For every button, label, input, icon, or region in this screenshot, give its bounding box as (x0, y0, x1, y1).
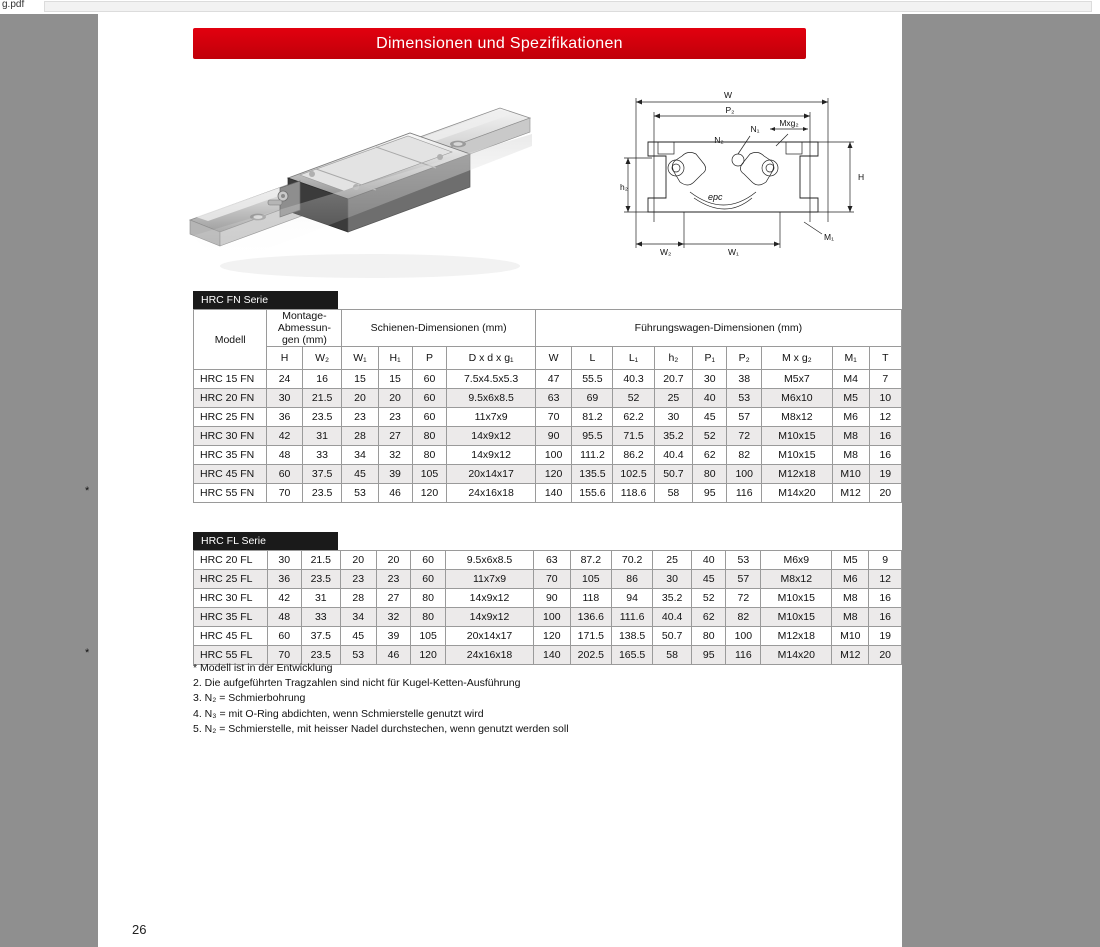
cell-value: 47 (535, 370, 572, 389)
table-row (194, 570, 902, 589)
cell-value: M4 (832, 370, 869, 389)
col-W: W (535, 347, 572, 370)
cell-value: 80 (411, 589, 446, 608)
table-fn-body (194, 370, 902, 503)
drawing-label-N1: N₁ (750, 124, 760, 134)
cell-value: 60 (411, 551, 446, 570)
cell-value: 31 (301, 589, 340, 608)
table-hrc-fl (193, 550, 902, 665)
table-row (194, 589, 902, 608)
cell-value: 20 (340, 551, 376, 570)
cell-value: 23 (342, 408, 378, 427)
cell-value: 171.5 (570, 627, 611, 646)
cell-value: M12x18 (761, 627, 832, 646)
cell-value: M5 (832, 551, 869, 570)
cell-value: 53 (727, 389, 762, 408)
header-montage (267, 310, 342, 347)
cell-value: M12x18 (762, 465, 833, 484)
cell-value: 100 (726, 627, 761, 646)
note-line: * Modell ist in der Entwicklung (193, 662, 333, 674)
cell-model: HRC 30 FL (194, 589, 268, 608)
table-fn-column-header-row (194, 347, 902, 370)
cell-model: HRC 30 FN (194, 427, 267, 446)
cell-value: 95 (692, 646, 726, 665)
cell-value: 32 (378, 446, 412, 465)
cell-value: 63 (533, 551, 570, 570)
cell-model: HRC 35 FL (194, 608, 268, 627)
table-fn-group-header-row (194, 310, 902, 347)
series-tab-fn: HRC FN Serie (193, 291, 338, 309)
cell-value: 14x9x12 (446, 608, 534, 627)
cell-value: 36 (267, 570, 301, 589)
cell-value: 21.5 (301, 551, 340, 570)
cell-value: 12 (869, 570, 902, 589)
cell-value: 155.6 (572, 484, 613, 503)
cell-value: 20.7 (654, 370, 693, 389)
cell-value: 60 (412, 408, 447, 427)
header-montage-line3: gen (mm) (281, 334, 327, 346)
cell-value: M6x9 (761, 551, 832, 570)
table-row (194, 484, 902, 503)
cell-value: 82 (727, 446, 762, 465)
cell-value: 9 (869, 551, 902, 570)
cell-value: 111.6 (611, 608, 652, 627)
cell-value: M10x15 (762, 446, 833, 465)
cell-value: 120 (412, 484, 447, 503)
cell-value: 16 (869, 446, 901, 465)
col-L: L (572, 347, 613, 370)
table-row (194, 627, 902, 646)
table-row (194, 446, 902, 465)
cell-value: 57 (727, 408, 762, 427)
cell-value: 20 (342, 389, 378, 408)
cell-value: 20 (869, 484, 901, 503)
cell-value: 14x9x12 (447, 427, 535, 446)
cell-value: 23 (340, 570, 376, 589)
drawing-label-Mxg2: Mxg₂ (779, 118, 799, 128)
cell-value: 71.5 (613, 427, 654, 446)
cell-value: 69 (572, 389, 613, 408)
cell-value: 42 (267, 427, 302, 446)
cell-value: 111.2 (572, 446, 613, 465)
pdf-page (98, 14, 902, 947)
cell-value: M5x7 (762, 370, 833, 389)
note-line: 5. N₂ = Schmierstelle, mit heisser Nadel durchstechen, wenn genutzt werden soll (193, 722, 569, 735)
cell-value: 23 (378, 408, 412, 427)
cell-value: 16 (869, 589, 902, 608)
cell-value: 24x16x18 (446, 646, 534, 665)
cell-value: 20 (376, 551, 410, 570)
cell-value: 35.2 (653, 589, 692, 608)
cell-value: 39 (378, 465, 412, 484)
cell-value: 135.5 (572, 465, 613, 484)
table-row (194, 389, 902, 408)
cell-value: 48 (267, 608, 301, 627)
cell-model: HRC 45 FN (194, 465, 267, 484)
cell-value: M8 (832, 608, 869, 627)
header-modell: Modell (194, 310, 267, 370)
cell-value: 87.2 (570, 551, 611, 570)
header-montage-line1: Montage- (282, 310, 327, 322)
cell-model: HRC 25 FN (194, 408, 267, 427)
cell-value: 11x7x9 (447, 408, 535, 427)
product-photo-illustration (140, 70, 600, 285)
col-H: H (267, 347, 302, 370)
technical-drawing-svg (618, 72, 898, 277)
col-W2: W₂ (302, 347, 342, 370)
cell-value: M12 (832, 484, 869, 503)
cell-value: 58 (653, 646, 692, 665)
cell-value: 95.5 (572, 427, 613, 446)
cell-value: 60 (412, 389, 447, 408)
col-Dxdxg1: D x d x g₁ (447, 347, 535, 370)
cell-value: 62.2 (613, 408, 654, 427)
cell-value: 21.5 (302, 389, 342, 408)
cell-value: 58 (654, 484, 693, 503)
cell-value: 36 (267, 408, 302, 427)
cell-value: 23.5 (301, 646, 340, 665)
cell-value: 37.5 (301, 627, 340, 646)
cell-value: 27 (378, 427, 412, 446)
cell-value: M10x15 (761, 608, 832, 627)
cell-value: 28 (342, 427, 378, 446)
cell-value: 39 (376, 627, 410, 646)
cell-value: 9.5x6x8.5 (447, 389, 535, 408)
cell-value: 138.5 (611, 627, 652, 646)
cell-value: 14x9x12 (446, 589, 534, 608)
cell-value: 52 (693, 427, 727, 446)
cell-value: 24 (267, 370, 302, 389)
cell-value: 40.3 (613, 370, 654, 389)
technical-drawing (618, 72, 898, 277)
cell-value: 40 (693, 389, 727, 408)
cell-value: 40.4 (653, 608, 692, 627)
cell-value: 52 (692, 589, 726, 608)
cell-value: 70 (267, 484, 302, 503)
drawing-brand-mark: epc (708, 192, 723, 202)
cell-value: 12 (869, 408, 901, 427)
cell-value: 9.5x6x8.5 (446, 551, 534, 570)
cell-value: M6x10 (762, 389, 833, 408)
cell-value: 80 (692, 627, 726, 646)
cell-value: 45 (693, 408, 727, 427)
cell-value: 60 (411, 570, 446, 589)
cell-value: 118.6 (613, 484, 654, 503)
notes-block (193, 661, 833, 737)
cell-value: M8 (832, 446, 869, 465)
drawing-label-P2: P₂ (725, 105, 735, 115)
cell-model: HRC 15 FN (194, 370, 267, 389)
col-P: P (412, 347, 447, 370)
cell-value: M10 (832, 627, 869, 646)
cell-value: 55.5 (572, 370, 613, 389)
cell-value: 23 (376, 570, 410, 589)
cell-value: M12 (832, 646, 869, 665)
cell-value: 72 (727, 427, 762, 446)
cell-value: 94 (611, 589, 652, 608)
cell-value: 52 (613, 389, 654, 408)
cell-value: 82 (726, 608, 761, 627)
cell-value: M10 (832, 465, 869, 484)
cell-value: 120 (533, 627, 570, 646)
cell-value: 53 (726, 551, 761, 570)
cell-value: 80 (412, 446, 447, 465)
cell-value: 20x14x17 (447, 465, 535, 484)
table-row (194, 465, 902, 484)
cell-value: 7 (869, 370, 901, 389)
cell-value: 40 (692, 551, 726, 570)
pdf-filename-label: g.pdf (2, 0, 25, 10)
cell-value: 86 (611, 570, 652, 589)
cell-value: 118 (570, 589, 611, 608)
cell-value: 120 (535, 465, 572, 484)
page-title: Dimensionen und Spezifikationen (376, 35, 623, 52)
cell-value: 23.5 (302, 484, 342, 503)
cell-value: 30 (267, 551, 301, 570)
cell-value: 60 (412, 370, 447, 389)
cell-value: 80 (693, 465, 727, 484)
col-H1: H₁ (378, 347, 412, 370)
cell-value: 202.5 (570, 646, 611, 665)
drawing-label-N2: N₂ (714, 135, 724, 145)
cell-value: M14x20 (761, 646, 832, 665)
cell-value: 53 (340, 646, 376, 665)
cell-value: M6 (832, 570, 869, 589)
cell-value: 80 (411, 608, 446, 627)
cell-value: 62 (692, 608, 726, 627)
cell-value: 50.7 (653, 627, 692, 646)
cell-value: M8x12 (762, 408, 833, 427)
cell-value: 53 (342, 484, 378, 503)
cell-model: HRC 20 FN (194, 389, 267, 408)
drawing-label-h2: h₂ (620, 182, 629, 192)
cell-value: 70 (267, 646, 301, 665)
cell-value: 45 (340, 627, 376, 646)
table-hrc-fn (193, 309, 902, 503)
cell-value: 40.4 (654, 446, 693, 465)
cell-value: 15 (378, 370, 412, 389)
drawing-label-W: W (723, 90, 733, 100)
cell-value: 90 (535, 427, 572, 446)
cell-value: 100 (533, 608, 570, 627)
cell-value: 63 (535, 389, 572, 408)
table-fn-head (194, 310, 902, 370)
cell-model: HRC 20 FL (194, 551, 268, 570)
cell-value: 34 (342, 446, 378, 465)
cell-value: 62 (693, 446, 727, 465)
in-development-marker: * (85, 646, 90, 659)
cell-value: 30 (653, 570, 692, 589)
cell-value: 105 (411, 627, 446, 646)
cell-value: 16 (302, 370, 342, 389)
drawing-label-M1: M₁ (824, 232, 834, 242)
cell-value: 20 (869, 646, 902, 665)
cell-value: 81.2 (572, 408, 613, 427)
cell-value: 15 (342, 370, 378, 389)
cell-value: 37.5 (302, 465, 342, 484)
cell-value: M8x12 (761, 570, 832, 589)
cell-model: HRC 55 FL (194, 646, 268, 665)
cell-model: HRC 45 FL (194, 627, 268, 646)
cell-value: 80 (412, 427, 447, 446)
table-row (194, 370, 902, 389)
note-line: 2. Die aufgeführten Tragzahlen sind nicht für Kugel-Ketten-Ausführung (193, 677, 521, 690)
col-L1: L₁ (613, 347, 654, 370)
col-T: T (869, 347, 901, 370)
cell-value: 46 (378, 484, 412, 503)
cell-model: HRC 55 FN (194, 484, 267, 503)
cell-value: M8 (832, 427, 869, 446)
cell-value: 95 (693, 484, 727, 503)
pdf-viewer-topbar (0, 0, 1100, 15)
col-h2: h₂ (654, 347, 693, 370)
product-photo (140, 70, 600, 285)
horizontal-scrollbar[interactable] (44, 1, 1092, 12)
cell-value: 20 (378, 389, 412, 408)
cell-model: HRC 35 FN (194, 446, 267, 465)
cell-value: 23.5 (302, 408, 342, 427)
cell-value: 14x9x12 (447, 446, 535, 465)
cell-value: 10 (869, 389, 901, 408)
cell-value: 100 (535, 446, 572, 465)
cell-value: M8 (832, 589, 869, 608)
cell-value: 33 (302, 446, 342, 465)
cell-value: 45 (342, 465, 378, 484)
cell-value: M10x15 (761, 589, 832, 608)
cell-value: 60 (267, 627, 301, 646)
in-development-marker: * (85, 484, 90, 497)
cell-value: 70 (533, 570, 570, 589)
cell-value: 30 (654, 408, 693, 427)
col-M1: M₁ (832, 347, 869, 370)
table-fl-body (194, 551, 902, 665)
cell-value: 23.5 (301, 570, 340, 589)
cell-value: 45 (692, 570, 726, 589)
cell-value: 120 (411, 646, 446, 665)
cell-value: 30 (693, 370, 727, 389)
cell-model: HRC 25 FL (194, 570, 268, 589)
cell-value: 33 (301, 608, 340, 627)
cell-value: 25 (653, 551, 692, 570)
cell-value: 28 (340, 589, 376, 608)
cell-value: 27 (376, 589, 410, 608)
cell-value: 38 (727, 370, 762, 389)
cell-value: 140 (533, 646, 570, 665)
cell-value: 30 (267, 389, 302, 408)
cell-value: M5 (832, 389, 869, 408)
cell-value: M14x20 (762, 484, 833, 503)
cell-value: 48 (267, 446, 302, 465)
cell-value: 165.5 (611, 646, 652, 665)
cell-value: 140 (535, 484, 572, 503)
col-P2: P₂ (727, 347, 762, 370)
cell-value: 46 (376, 646, 410, 665)
cell-value: 70.2 (611, 551, 652, 570)
cell-value: 86.2 (613, 446, 654, 465)
cell-value: 19 (869, 465, 901, 484)
cell-value: 57 (726, 570, 761, 589)
table-row (194, 427, 902, 446)
cell-value: 25 (654, 389, 693, 408)
section-banner (193, 28, 806, 59)
drawing-label-W1: W₁ (728, 247, 739, 257)
note-line: 3. N₂ = Schmierbohrung (193, 692, 306, 705)
table-row (194, 408, 902, 427)
table-row (194, 608, 902, 627)
cell-value: 31 (302, 427, 342, 446)
cell-value: 100 (727, 465, 762, 484)
header-fuehrungswagen: Führungswagen-Dimensionen (mm) (535, 310, 901, 347)
cell-value: M6 (832, 408, 869, 427)
header-schienen: Schienen-Dimensionen (mm) (342, 310, 535, 347)
cell-value: 105 (570, 570, 611, 589)
cell-value: M10x15 (762, 427, 833, 446)
cell-value: 116 (726, 646, 761, 665)
series-tab-fl: HRC FL Serie (193, 532, 338, 550)
cell-value: 16 (869, 427, 901, 446)
page-number: 26 (132, 922, 147, 937)
cell-value: 32 (376, 608, 410, 627)
cell-value: 72 (726, 589, 761, 608)
col-W1: W₁ (342, 347, 378, 370)
cell-value: 60 (267, 465, 302, 484)
cell-value: 90 (533, 589, 570, 608)
cell-value: 24x16x18 (447, 484, 535, 503)
cell-value: 116 (727, 484, 762, 503)
cell-value: 7.5x4.5x5.3 (447, 370, 535, 389)
header-montage-line2: Abmessun- (277, 322, 331, 334)
cell-value: 136.6 (570, 608, 611, 627)
col-Mxg2: M x g₂ (762, 347, 833, 370)
drawing-label-H: H (858, 172, 865, 182)
col-P1: P₁ (693, 347, 727, 370)
cell-value: 11x7x9 (446, 570, 534, 589)
cell-value: 20x14x17 (446, 627, 534, 646)
cell-value: 42 (267, 589, 301, 608)
cell-value: 35.2 (654, 427, 693, 446)
cell-value: 70 (535, 408, 572, 427)
cell-value: 19 (869, 627, 902, 646)
cell-value: 102.5 (613, 465, 654, 484)
cell-value: 34 (340, 608, 376, 627)
drawing-label-W2: W₂ (660, 247, 672, 257)
cell-value: 50.7 (654, 465, 693, 484)
note-line: 4. N₃ = mit O-Ring abdichten, wenn Schmierstelle genutzt wird (193, 707, 484, 720)
table-row (194, 551, 902, 570)
cell-value: 16 (869, 608, 902, 627)
cell-value: 105 (412, 465, 447, 484)
